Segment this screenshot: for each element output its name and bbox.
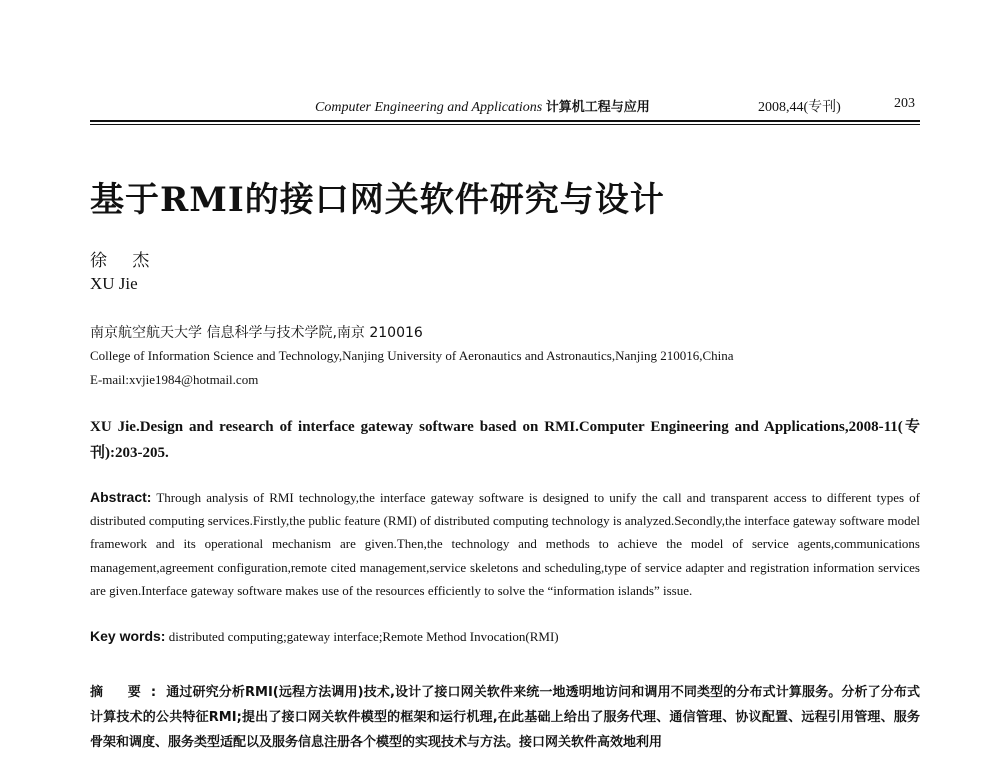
author-name-cn: 徐 杰 xyxy=(90,251,160,271)
citation: XU Jie.Design and research of interface gateway software based on RMI.Computer Engineering and Applications,2008-11(专刊):203-205. xyxy=(90,419,920,461)
abstract-label: Abstract: xyxy=(90,489,152,505)
keywords-label: Key words: xyxy=(90,628,166,644)
issue-info: 2008,44(专刊) xyxy=(758,100,841,115)
journal-name-en: Computer Engineering and Applications xyxy=(315,100,543,115)
page-number: 203 xyxy=(894,96,915,111)
paper-title: 基于RMI的接口网关软件研究与设计 xyxy=(90,180,665,220)
author-email: E-mail:xvjie1984@hotmail.com xyxy=(90,372,259,387)
running-header xyxy=(90,96,920,120)
header-rule-thick xyxy=(90,120,920,122)
abstract-cn xyxy=(90,680,920,755)
affiliation-cn: 南京航空航天大学 信息科学与技术学院,南京 210016 xyxy=(90,325,423,341)
abstract-cn-label: 摘 要: xyxy=(90,685,167,700)
abstract-cn-text: 通过研究分析RMI(远程方法调用)技术,设计了接口网关软件来统一地透明地访问和调用不同类型的分布式计算服务。分析了分布式计算技术的公共特征RMI;提出了接口网关软件模型的框架和运行机理,在此基础上给出了服务代理、通信管理、协议配置、远程引用管理、服务骨架和调度、服务类型适配以及服务信息注册各个模型的实现技术与方法。接口网关软件高效地利用 xyxy=(90,685,920,750)
keywords-en xyxy=(90,628,920,645)
abstract-text: Through analysis of RMI technology,the interface gateway software is designed to unify the call and transparent access to different types of distributed computing services.Firstly,the public feature (RMI) of distributed computing technology is analyzed.Secondly,the interface gateway software model framework and its operational mechanism are given.Then,the technology and methods to achieve the model of service agents,communications management,agreement configuration,remote cited management,service skeletons and scheduling,type of service adapter and registration information services are given.Interface gateway software makes use of the resources efficiently to solve the “information islands” issue. xyxy=(90,490,920,598)
journal-name xyxy=(315,96,650,116)
affiliation-en: College of Information Science and Technology,Nanjing University of Aeronautics and Astronautics,Nanjing 210016,China xyxy=(90,348,734,363)
author-name-en: XU Jie xyxy=(90,274,138,293)
keywords-text: distributed computing;gateway interface;Remote Method Invocation(RMI) xyxy=(168,629,559,644)
header-rule-thin xyxy=(90,124,920,125)
abstract-en xyxy=(90,486,920,602)
journal-name-cn: 计算机工程与应用 xyxy=(545,100,650,115)
